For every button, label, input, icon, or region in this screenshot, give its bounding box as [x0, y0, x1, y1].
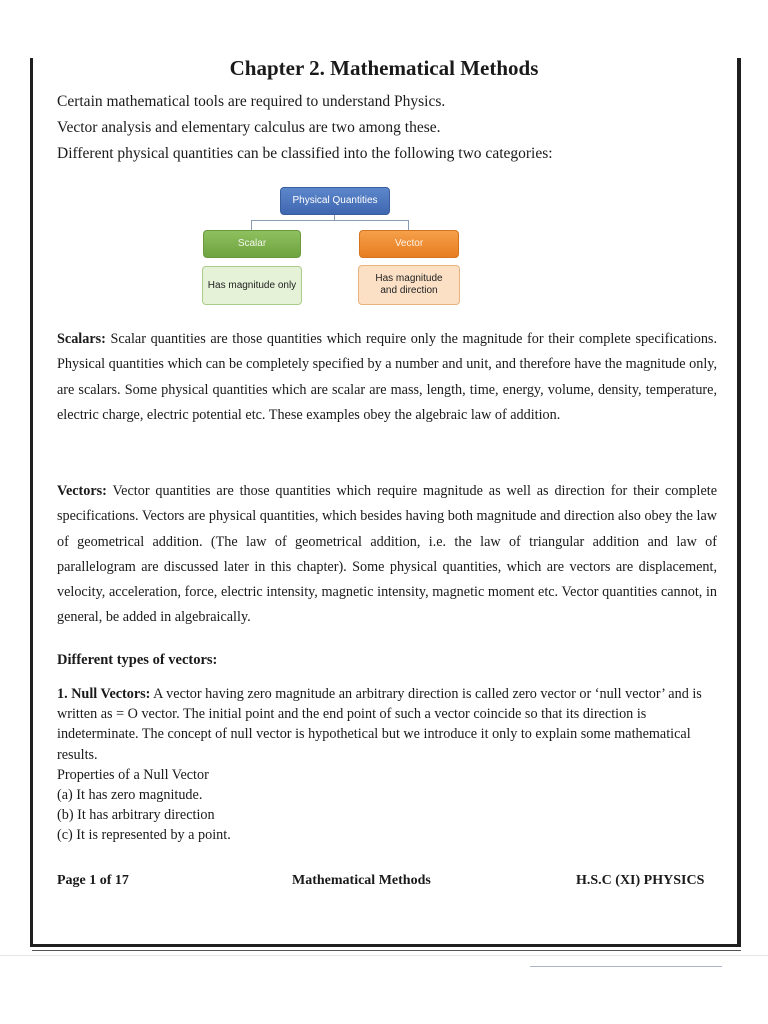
diagram-node-physical-quantities: Physical Quantities	[280, 187, 390, 215]
footer-chapter-name: Mathematical Methods	[292, 873, 431, 888]
connector-line	[251, 220, 408, 221]
footer-page-number: Page 1 of 17	[57, 873, 129, 888]
scalars-label: Scalars:	[57, 331, 106, 347]
intro-line: Different physical quantities can be classified into the following two categories:	[57, 145, 553, 162]
null-vectors-label: 1. Null Vectors:	[57, 686, 151, 702]
connector-line	[408, 220, 409, 230]
diagram-node-vector-description	[358, 265, 460, 305]
page-border-right	[737, 58, 741, 946]
scalars-text: Scalar quantities are those quantities which require only the magnitude for their complete specifications. Physical quantities which can be completely specified by a number and unit, and therefore have the magnitude only, are scalars. Some physical quantities which are scalar are mass, length, time, energy, volume, density, temperature, electric charge, electric potential etc. These examples obey the algebraic law of addition.	[57, 331, 717, 423]
null-vectors-text: A vector having zero magnitude an arbitrary direction is called zero vector or ‘null vector’ and is written as = O vector. The initial point and the end point of such a vector coincide so that its direction is indeterminate. The concept of null vector is hypothetical but we introduce it only to explain some mathematical results.	[57, 686, 702, 763]
diagram-node-scalar: Scalar	[203, 230, 301, 258]
page-border-bottom	[30, 944, 741, 947]
footer-course-name: H.S.C (XI) PHYSICS	[576, 873, 705, 888]
classification-diagram	[190, 185, 480, 310]
intro-text	[57, 89, 553, 167]
property-item: (a) It has zero magnitude.	[57, 787, 203, 804]
vectors-text: Vector quantities are those quantities which require magnitude as well as direction for their complete specifications. Vectors are physical quantities, which besides having both magnitude and direction also obey the law of geometrical addition. (The law of geometrical addition, i.e. the law of triangular addition and law of parallelogram are discussed later in this chapter). Some physical quantities, which are vectors are displacement, velocity, acceleration, force, electric intensity, magnetic intensity, magnetic moment etc. Vector quantities cannot, in general, be added in algebraically.	[57, 483, 717, 626]
vectors-paragraph	[57, 479, 717, 631]
page-border-bottom-inner	[32, 950, 741, 951]
diagram-node-vector: Vector	[359, 230, 459, 258]
vector-description-text: Has magnitude and direction	[375, 273, 443, 296]
page-edge	[0, 955, 768, 956]
property-item: (c) It is represented by a point.	[57, 827, 231, 844]
null-vectors-paragraph	[57, 684, 717, 765]
properties-heading: Properties of a Null Vector	[57, 766, 209, 783]
intro-line: Vector analysis and elementary calculus are two among these.	[57, 119, 441, 136]
vectors-label: Vectors:	[57, 483, 107, 499]
connector-line	[251, 220, 252, 230]
scalars-paragraph	[57, 327, 717, 428]
intro-line: Certain mathematical tools are required to understand Physics.	[57, 93, 446, 110]
diagram-node-scalar-description: Has magnitude only	[202, 266, 302, 305]
page-border-left	[30, 58, 33, 946]
null-vectors-section	[57, 684, 717, 846]
types-heading: Different types of vectors:	[57, 652, 218, 668]
page-title: Chapter 2. Mathematical Methods	[229, 56, 539, 80]
page-indicator-line	[530, 966, 722, 967]
property-item: (b) It has arbitrary direction	[57, 807, 215, 824]
